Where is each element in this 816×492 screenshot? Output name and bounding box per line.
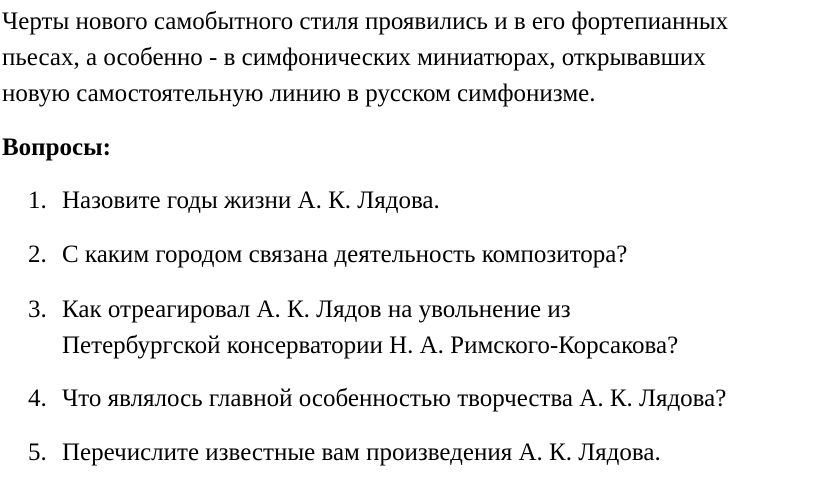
- question-number: 4.: [28, 385, 47, 412]
- intro-paragraph: [2, 4, 814, 112]
- question-text: [62, 292, 678, 364]
- question-number: 1.: [28, 187, 47, 214]
- question-text: [62, 237, 627, 273]
- question-text: [62, 381, 726, 417]
- question-line: Что являлось главной особенностью творчества А. К. Лядова?: [62, 385, 727, 412]
- question-text: [62, 435, 661, 471]
- intro-line: новую самостоятельную линию в русском симфонизме.: [2, 80, 596, 107]
- intro-line: пьесах, а особенно - в симфонических миниатюрах, открывавших: [2, 44, 706, 71]
- question-number: 2.: [28, 241, 47, 268]
- question-line: Назовите годы жизни А. К. Лядова.: [62, 187, 440, 214]
- question-line: Перечислите известные вам произведения А. К. Лядова.: [62, 439, 661, 466]
- intro-line: Черты нового самобытного стиля проявились и в его фортепианных: [2, 8, 729, 35]
- question-line: Петербургской консерватории Н. А. Римского-Корсакова?: [62, 332, 679, 359]
- question-number: 3.: [28, 296, 47, 323]
- questions-heading: Вопросы:: [2, 134, 111, 161]
- question-text: [62, 183, 440, 219]
- question-line: С каким городом связана деятельность композитора?: [62, 241, 628, 268]
- question-line: Как отреагировал А. К. Лядов на увольнение из: [62, 296, 571, 323]
- question-number: 5.: [28, 439, 47, 466]
